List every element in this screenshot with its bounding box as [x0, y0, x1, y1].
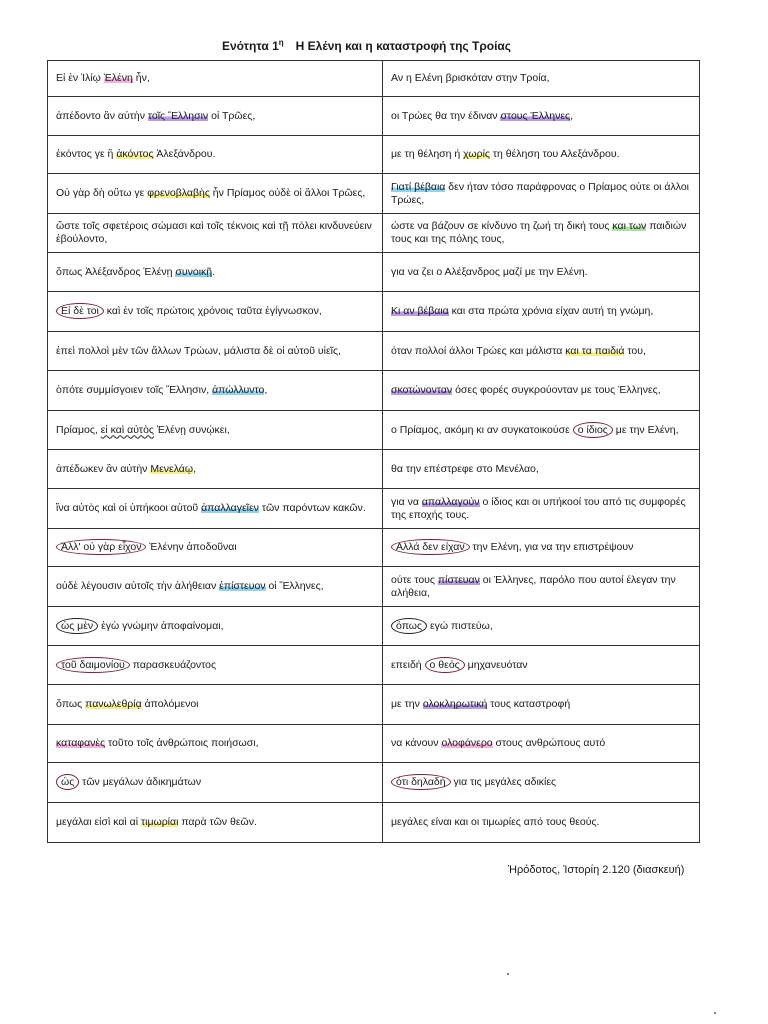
table-row: [48, 371, 700, 411]
ancient-greek-cell: ἀπέδοντο ἂν αὐτὴν τοῖς Ἕλλησιν οἱ Τρῶες,: [48, 97, 383, 136]
ancient-greek-cell: Εἰ δὲ τοι καὶ ἐν τοῖς πρώτοις χρόνοις ταῦτα ἐγίγνωσκον,: [48, 292, 383, 332]
scan-speck: [714, 1012, 716, 1014]
modern-greek-cell: να κάνουν ολοφάνερο στους ανθρώπους αυτό: [383, 725, 700, 763]
modern-greek-cell: θα την επέστρεφε στο Μενέλαο,: [383, 450, 700, 489]
ancient-greek-cell: Οὐ γὰρ δὴ οὕτω γε φρενοβλαβὴς ἦν Πρίαμος οὐδὲ οἱ ἄλλοι Τρῶες,: [48, 174, 383, 214]
table-row: [48, 725, 700, 763]
highlight-mark: ἀπαλλαγεῖεν: [201, 502, 259, 514]
highlight-mark: ὡς μὲν: [56, 618, 98, 634]
modern-greek-cell: ο Πρίαμος, ακόμη κι αν συγκατοικούσε ο ίδιος με την Ελένη,: [383, 411, 700, 450]
highlight-mark: στους Έλληνες: [500, 109, 571, 122]
ancient-greek-cell: ὡς μὲν ἐγὼ γνώμην ἀποφαίνομαι,: [48, 607, 383, 646]
table-row: [48, 685, 700, 725]
highlight-mark: φρενοβλαβὴς: [147, 187, 210, 199]
modern-greek-cell: σκοτώνονταν όσες φορές συγκρούονταν με τους Έλληνες,: [383, 371, 700, 411]
translation-table-body: [48, 61, 700, 843]
ancient-greek-cell: ἵνα αὐτὸς καὶ οἱ ὑπήκοοι αὐτοῦ ἀπαλλαγεῖεν τῶν παρόντων κακῶν.: [48, 489, 383, 529]
table-row: [48, 332, 700, 371]
table-row: [48, 763, 700, 803]
highlight-mark: Εἰ δὲ τοι: [56, 303, 104, 319]
table-row: [48, 803, 700, 843]
highlight-mark: καταφανὲς: [56, 737, 106, 749]
table-row: [48, 646, 700, 685]
modern-greek-cell: ούτε τους πίστευαν οι Έλληνες, παρόλο που αυτοί έλεγαν την αλήθεια,: [383, 567, 700, 607]
highlight-mark: τιμωρίαι: [140, 816, 179, 828]
page-title: [222, 38, 511, 53]
modern-greek-cell: με τη θέληση ή χωρίς τη θέληση του Αλεξάνδρου.: [383, 136, 700, 174]
highlight-mark: ολοφάνερο: [441, 737, 493, 749]
modern-greek-cell: για να απαλλαγούν ο ίδιος και οι υπήκοοί του από τις συμφορές της εποχής τους.: [383, 489, 700, 529]
unit-superscript: η: [278, 38, 284, 47]
modern-greek-cell: ώστε να βάζουν σε κίνδυνο τη ζωή τη δική τους και των παιδιών τους και της πόλης τους,: [383, 214, 700, 253]
modern-greek-cell: με την ολοκληρωτική τους καταστροφή: [383, 685, 700, 725]
lesson-title: Η Ελένη και η καταστροφή της Τροίας: [295, 39, 512, 53]
ancient-greek-cell: καταφανὲς τοῦτο τοῖς ἀνθρώποις ποιήσωσι,: [48, 725, 383, 763]
table-row: [48, 529, 700, 567]
ancient-greek-cell: ἑκόντος γε ἢ ἀκόντος Ἀλεξάνδρου.: [48, 136, 383, 174]
highlight-mark: ἀπώλλυντο: [212, 384, 265, 396]
highlight-mark: χωρίς: [463, 148, 490, 160]
ancient-greek-cell: Πρίαμος, εἰ καὶ αὐτὸς Ἑλένῃ συνῴκει,: [48, 411, 383, 450]
highlight-mark: Κι αν βέβαια: [391, 305, 449, 317]
highlight-mark: Ἑλένη: [103, 72, 133, 84]
modern-greek-cell: όπως εγώ πιστεύω,: [383, 607, 700, 646]
modern-greek-cell: Αν η Ελένη βρισκόταν στην Τροία,: [383, 61, 700, 97]
table-row: [48, 450, 700, 489]
ancient-greek-cell: Εἰ ἐν Ἰλίῳ Ἑλένη ἦν,: [48, 61, 383, 97]
highlight-mark: Αλλά δεν είχαν: [391, 539, 470, 555]
translation-table: [47, 60, 700, 843]
scan-speck: [507, 973, 509, 975]
modern-greek-cell: ότι δηλαδή για τις μεγάλες αδικίες: [383, 763, 700, 803]
ancient-greek-cell: Ἀλλ' οὐ γὰρ εἶχον Ἑλένην ἀποδοῦναι: [48, 529, 383, 567]
table-row: [48, 607, 700, 646]
highlight-mark: πίστευαν: [437, 573, 480, 586]
highlight-mark: ο θεός: [425, 657, 465, 673]
modern-greek-cell: για να ζει ο Αλέξανδρος μαζί με την Ελένη.: [383, 253, 700, 292]
ancient-greek-cell: ὅπως Ἀλέξανδρος Ἑλένῃ συνοικῇ.: [48, 253, 383, 292]
highlight-mark: εἰ καὶ αὐτὸς: [100, 423, 154, 436]
table-row: [48, 292, 700, 332]
ancient-greek-cell: ὡς τῶν μεγάλων ἀδικημάτων: [48, 763, 383, 803]
highlight-mark: όπως: [391, 618, 427, 634]
modern-greek-cell: οι Τρώες θα την έδιναν στους Έλληνες,: [383, 97, 700, 136]
table-row: [48, 214, 700, 253]
table-row: [48, 97, 700, 136]
highlight-mark: τοῖς Ἕλλησιν: [147, 109, 209, 122]
table-row: [48, 253, 700, 292]
highlight-mark: ἀκόντος: [116, 148, 154, 160]
modern-greek-cell: όταν πολλοί άλλοι Τρώες και μάλιστα και τα παιδιά του,: [383, 332, 700, 371]
table-row: [48, 174, 700, 214]
highlight-mark: ότι δηλαδή: [391, 774, 451, 790]
ancient-greek-cell: τοῦ δαιμονίου παρασκευάζοντος: [48, 646, 383, 685]
table-row: [48, 411, 700, 450]
highlight-mark: απαλλαγούν: [421, 495, 480, 508]
highlight-mark: ἐπίστευον: [219, 580, 266, 592]
source-citation: Ἡρόδοτος, Ἱστορίη 2.120 (διασκευή): [508, 864, 685, 876]
highlight-mark: και τα παιδιά: [565, 344, 625, 357]
highlight-mark: Μενελάῳ: [150, 462, 194, 475]
ancient-greek-cell: ἀπέδωκεν ἂν αὐτὴν Μενελάῳ,: [48, 450, 383, 489]
highlight-mark: Ἀλλ' οὐ γὰρ εἶχον: [56, 539, 146, 555]
modern-greek-cell: Αλλά δεν είχαν την Ελένη, για να την επιστρέψουν: [383, 529, 700, 567]
ancient-greek-cell: ὥστε τοῖς σφετέροις σώμασι καὶ τοῖς τέκνοις καὶ τῇ πόλει κινδυνεύειν ἐβούλοντο,: [48, 214, 383, 253]
table-row: [48, 136, 700, 174]
ancient-greek-cell: ἐπεὶ πολλοὶ μὲν τῶν ἄλλων Τρώων, μάλιστα δὲ οἱ αὐτοῦ υἱεῖς,: [48, 332, 383, 371]
highlight-mark: τοῦ δαιμονίου: [56, 657, 130, 673]
ancient-greek-cell: ὅπως πανωλεθρίᾳ ἀπολόμενοι: [48, 685, 383, 725]
ancient-greek-cell: ὁπότε συμμίσγοιεν τοῖς Ἕλλησιν, ἀπώλλυντο,: [48, 371, 383, 411]
highlight-mark: Γιατί βέβαια: [391, 180, 446, 193]
highlight-mark: σκοτώνονταν: [391, 384, 453, 396]
highlight-mark: και των: [612, 220, 647, 232]
modern-greek-cell: Γιατί βέβαια δεν ήταν τόσο παράφρονας ο Πρίαμος ούτε οι άλλοι Τρώες,: [383, 174, 700, 214]
highlight-mark: ὡς: [56, 774, 79, 790]
table-row: [48, 567, 700, 607]
modern-greek-cell: μεγάλες είναι και οι τιμωρίες από τους θεούς.: [383, 803, 700, 843]
ancient-greek-cell: οὐδὲ λέγουσιν αὐτοῖς τὴν ἀλήθειαν ἐπίστευον οἱ Ἕλληνες,: [48, 567, 383, 607]
modern-greek-cell: Κι αν βέβαια και στα πρώτα χρόνια είχαν αυτή τη γνώμη,: [383, 292, 700, 332]
highlight-mark: ολοκληρωτική: [422, 698, 488, 710]
highlight-mark: συνοικῇ: [175, 265, 213, 278]
ancient-greek-cell: μεγάλαι εἰσὶ καὶ αἱ τιμωρίαι παρὰ τῶν θεῶν.: [48, 803, 383, 843]
highlight-mark: ο ίδιος: [573, 422, 613, 438]
modern-greek-cell: επειδή ο θεός μηχανευόταν: [383, 646, 700, 685]
table-row: [48, 61, 700, 97]
table-row: [48, 489, 700, 529]
highlight-mark: πανωλεθρίᾳ: [85, 698, 142, 710]
unit-label: Ενότητα 1: [222, 39, 279, 53]
